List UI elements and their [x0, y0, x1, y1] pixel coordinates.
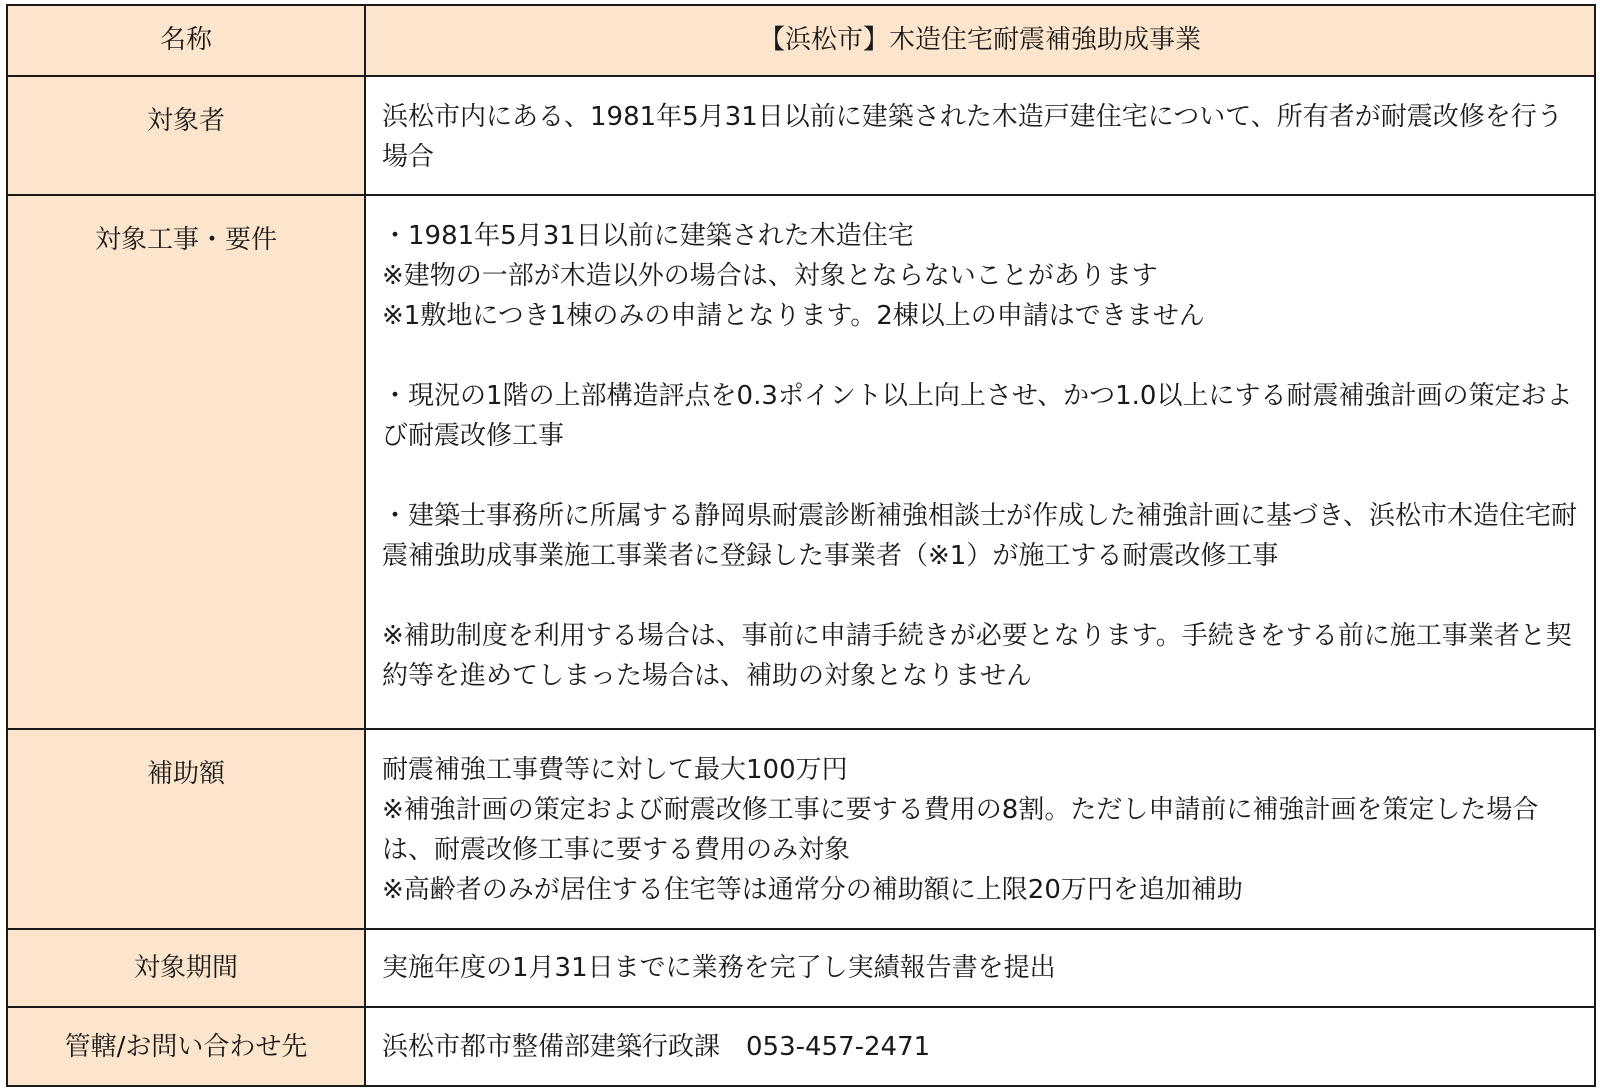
- amount-line: ※補強計画の策定および耐震改修工事に要する費用の8割。ただし申請前に補強計画を策定した場合は、耐震改修工事に要する費用のみ対象: [382, 795, 1539, 866]
- period-label: 対象期間: [7, 929, 365, 1007]
- requirements-line: ※補助制度を利用する場合は、事前に申請手続きが必要となります。手続きをする前に施工事業者と契約等を進めてしまった場合は、補助の対象となりません: [382, 621, 1572, 692]
- subsidy-info-table-wrapper: [6, 4, 1596, 1087]
- subsidy-info-table: [6, 4, 1596, 1087]
- contact-label: 管轄/お問い合わせ先: [7, 1007, 365, 1086]
- name-label: 名称: [7, 5, 365, 76]
- requirements-line: ※建物の一部が木造以外の場合は、対象とならないことがあります: [382, 261, 1158, 292]
- amount-label: 補助額: [7, 729, 365, 929]
- requirements-value: [365, 195, 1595, 729]
- period-value: 実施年度の1月31日までに業務を完了し実績報告書を提出: [365, 929, 1595, 1007]
- requirements-paragraph-3: [382, 496, 1580, 576]
- requirements-label: 対象工事・要件: [7, 195, 365, 729]
- table-row-contact: [7, 1007, 1595, 1086]
- requirements-line: ・1981年5月31日以前に建築された木造住宅: [382, 221, 914, 252]
- target-label: 対象者: [7, 76, 365, 195]
- table-row-target: [7, 76, 1595, 195]
- table-row-requirements: [7, 195, 1595, 729]
- target-value: [365, 76, 1595, 195]
- table-row-period: [7, 929, 1595, 1007]
- requirements-line: ※1敷地につき1棟のみの申請となります。2棟以上の申請はできません: [382, 301, 1205, 332]
- amount-line: ※高齢者のみが居住する住宅等は通常分の補助額に上限20万円を追加補助: [382, 875, 1243, 906]
- contact-value: 浜松市都市整備部建築行政課 053-457-2471: [365, 1007, 1595, 1086]
- requirements-paragraph-1: [382, 216, 1580, 336]
- amount-line: 耐震補強工事費等に対して最大100万円: [382, 755, 848, 786]
- table-row-name: [7, 5, 1595, 76]
- name-value: 【浜松市】木造住宅耐震補強助成事業: [365, 5, 1595, 76]
- target-text: 浜松市内にある、1981年5月31日以前に建築された木造戸建住宅について、所有者が耐震改修を行う場合: [382, 101, 1563, 172]
- requirements-paragraph-2: [382, 376, 1580, 456]
- requirements-line: ・建築士事務所に所属する静岡県耐震診断補強相談士が作成した補強計画に基づき、浜松市木造住宅耐震補強助成事業施工事業者に登録した事業者（※1）が施工する耐震改修工事: [382, 501, 1577, 572]
- requirements-paragraph-4: [382, 616, 1580, 696]
- amount-value: [365, 729, 1595, 929]
- table-row-amount: [7, 729, 1595, 929]
- requirements-line: ・現況の1階の上部構造評点を0.3ポイント以上向上させ、かつ1.0以上にする耐震補強計画の策定および耐震改修工事: [382, 381, 1573, 452]
